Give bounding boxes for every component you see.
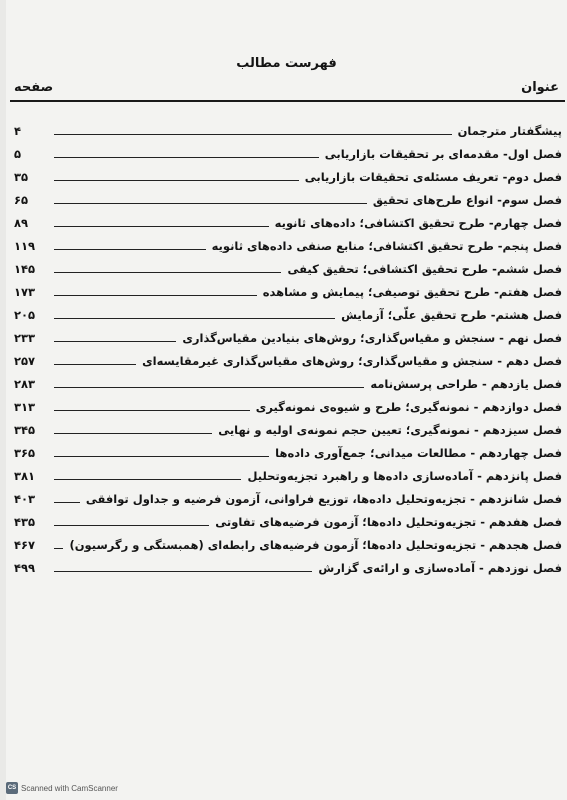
dot-leader	[54, 133, 452, 135]
toc-entry	[6, 437, 567, 460]
toc-entry-page: ۳۸۱	[14, 469, 36, 483]
toc-entry-page: ۴۳۵	[14, 515, 36, 529]
toc-entry	[6, 299, 567, 322]
toc-entry-page: ۱۷۳	[14, 285, 36, 299]
toc-entry	[6, 414, 567, 437]
toc-entry-page: ۳۶۵	[14, 446, 36, 460]
dot-leader	[54, 363, 136, 365]
toc-entry-title: فصل هفدهم - تجزیه‌وتحلیل داده‌ها؛ آزمون فرضیه‌های تفاوتی	[215, 515, 562, 529]
dot-leader	[54, 225, 269, 227]
toc-entry	[6, 138, 567, 161]
toc-entry-page: ۴۰۳	[14, 492, 36, 506]
toc-entry	[6, 207, 567, 230]
toc-entry-page: ۳۴۵	[14, 423, 36, 437]
toc-entry-title: فصل دهم - سنجش و مقیاس‌گذاری؛ روش‌های مقیاس‌گذاری غیرمقایسه‌ای	[142, 354, 562, 368]
dot-leader	[54, 179, 299, 181]
toc-entry-title: فصل سوم- انواع طرح‌های تحقیق	[372, 193, 562, 207]
toc-entry-page: ۱۴۵	[14, 262, 36, 276]
toc-entry-title: فصل پنجم- طرح تحقیق اکتشافی؛ منابع صنفی داده‌های ثانویه	[211, 239, 562, 253]
toc-entry-title: فصل هجدهم - تجزیه‌وتحلیل داده‌ها؛ آزمون فرضیه‌های رابطه‌ای (همبستگی و رگرسیون)	[69, 538, 562, 552]
toc-entry	[6, 460, 567, 483]
toc-entry-page: ۱۱۹	[14, 239, 36, 253]
toc-entry-title: فصل هشتم- طرح تحقیق علّی؛ آزمایش	[341, 308, 562, 322]
toc-entry-title: فصل نهم - سنجش و مقیاس‌گذاری؛ روش‌های بنیادین مقیاس‌گذاری	[182, 331, 562, 345]
dot-leader	[54, 294, 257, 296]
toc-entry	[6, 483, 567, 506]
toc-entry-page: ۲۵۷	[14, 354, 36, 368]
toc-entry-title: فصل سیزدهم - نمونه‌گیری؛ تعیین حجم نمونه‌ی اولیه و نهایی	[218, 423, 562, 437]
toc-entry-page: ۲۸۳	[14, 377, 36, 391]
toc-entry-title: فصل یازدهم - طراحی پرسش‌نامه	[370, 377, 562, 391]
dot-leader	[54, 501, 80, 503]
toc-entry	[6, 276, 567, 299]
toc-entry-page: ۸۹	[14, 216, 29, 230]
toc-entry	[6, 161, 567, 184]
toc-entry-title: فصل چهارم- طرح تحقیق اکتشافی؛ داده‌های ثانویه	[274, 216, 562, 230]
toc-entry-page: ۶۵	[14, 193, 29, 207]
dot-leader	[54, 156, 319, 158]
toc-entry-page: ۵	[14, 147, 22, 161]
toc-list	[6, 115, 567, 575]
toc-entry-title: فصل اول- مقدمه‌ای بر تحقیقات بازاریابی	[324, 147, 562, 161]
toc-entry-page: ۳۵	[14, 170, 29, 184]
dot-leader	[54, 340, 176, 342]
document-page	[6, 0, 567, 800]
dot-leader	[54, 432, 212, 434]
toc-entry-page: ۴۹۹	[14, 561, 36, 575]
toc-entry-page: ۲۳۳	[14, 331, 36, 345]
toc-entry	[6, 345, 567, 368]
toc-entry	[6, 230, 567, 253]
toc-entry	[6, 552, 567, 575]
toc-entry-title: پیشگفتار مترجمان	[457, 124, 562, 138]
toc-entry	[6, 322, 567, 345]
watermark-text: Scanned with CamScanner	[21, 783, 118, 793]
toc-entry-title: فصل چهاردهم - مطالعات میدانی؛ جمع‌آوری داده‌ها	[275, 446, 562, 460]
column-title-label: عنوان	[521, 80, 559, 95]
toc-entry	[6, 253, 567, 276]
header-divider	[10, 100, 565, 102]
dot-leader	[54, 524, 209, 526]
toc-entry	[6, 506, 567, 529]
toc-entry	[6, 368, 567, 391]
toc-header	[6, 80, 567, 98]
toc-entry-title: فصل دوازدهم - نمونه‌گیری؛ طرح و شیوه‌ی نمونه‌گیری	[255, 400, 562, 414]
toc-entry	[6, 529, 567, 552]
dot-leader	[54, 409, 250, 411]
column-page-label: صفحه	[14, 80, 54, 95]
camscanner-logo-icon: CS	[6, 782, 18, 794]
toc-entry-page: ۳۱۳	[14, 400, 36, 414]
toc-entry	[6, 184, 567, 207]
toc-entry-title: فصل پانزدهم - آماده‌سازی داده‌ها و راهبرد تجزیه‌وتحلیل	[247, 469, 562, 483]
dot-leader	[54, 202, 367, 204]
dot-leader	[54, 248, 206, 250]
toc-entry-page: ۴۶۷	[14, 538, 36, 552]
toc-entry	[6, 391, 567, 414]
toc-entry-page: ۴	[14, 124, 22, 138]
dot-leader	[54, 271, 281, 273]
dot-leader	[54, 570, 312, 572]
toc-entry	[6, 115, 567, 138]
dot-leader	[54, 455, 269, 457]
toc-entry-title: فصل نوزدهم - آماده‌سازی و ارائه‌ی گزارش	[318, 561, 562, 575]
dot-leader	[54, 478, 241, 480]
toc-entry-title: فصل دوم- تعریف مسئله‌ی تحقیقات بازاریابی	[304, 170, 562, 184]
scanner-watermark	[6, 780, 118, 796]
page-title: فهرست مطالب	[236, 56, 337, 71]
toc-entry-title: فصل شانزدهم - تجزیه‌وتحلیل داده‌ها، توزیع فراوانی، آزمون فرضیه و جداول توافقی	[85, 492, 562, 506]
toc-entry-title: فصل ششم- طرح تحقیق اکتشافی؛ تحقیق کیفی	[287, 262, 562, 276]
toc-entry-page: ۲۰۵	[14, 308, 36, 322]
dot-leader	[54, 317, 335, 319]
dot-leader	[54, 547, 63, 549]
toc-entry-title: فصل هفتم- طرح تحقیق توصیفی؛ پیمایش و مشاهده	[262, 285, 562, 299]
dot-leader	[54, 386, 364, 388]
